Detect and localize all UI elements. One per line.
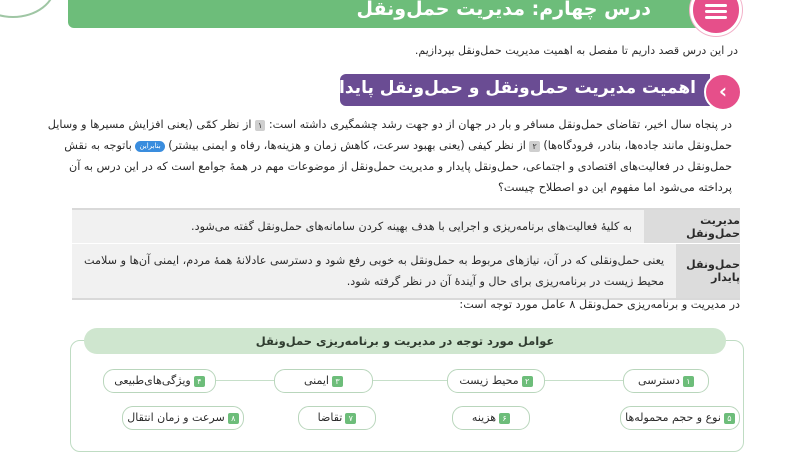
factor-item: ۴ویژگی‌های‌طبیعی <box>103 369 216 393</box>
number-marker: ۲ <box>529 141 539 152</box>
factors-header: عوامل مورد توجه در مدیریت و برنامه‌ریزی حمل‌ونقل <box>84 328 726 354</box>
chevron-left-icon[interactable]: ‹ <box>704 73 742 111</box>
factor-item: ۷تقاضا <box>298 406 376 430</box>
intro-text: در این درس قصد داریم تا مفصل به اهمیت مدیریت حمل‌ونقل بپردازیم. <box>414 44 738 57</box>
factor-item: ۱دسترسی <box>623 369 709 393</box>
note-badge: بنابراین <box>135 141 164 152</box>
factor-item: ۲محیط زیست <box>447 369 545 393</box>
factor-item: ۶هزینه <box>452 406 530 430</box>
definition-text: به کلیهٔ فعالیت‌های برنامه‌ریزی و اجرایی با هدف بهینه کردن سامانه‌های حمل‌ونقل گفته می‌شود. <box>72 210 644 243</box>
definition-term: حمل‌ونقل پایدار <box>676 244 740 298</box>
menu-icon[interactable] <box>690 0 742 36</box>
factor-item: ۸سرعت و زمان انتقال <box>122 406 244 430</box>
factors-frame <box>70 340 744 452</box>
definitions-table <box>72 208 740 300</box>
paragraph-line: در پنجاه سال اخیر، تقاضای حمل‌ونقل مسافر و بار در جهان از دو جهت رشد چشمگیری داشته است: ۱ از نظر کمّی (یعنی افزایش مسیرها و وسایل <box>47 118 732 131</box>
section-heading <box>329 74 710 106</box>
paragraph-line: پرداخته می‌شود اما مفهوم این دو اصطلاح چیست؟ <box>497 181 732 194</box>
intro-paragraph <box>47 114 732 198</box>
corner-decoration <box>0 0 56 18</box>
number-marker: ۱ <box>255 120 265 131</box>
factor-item: ۵نوع و حجم محموله‌ها <box>620 406 740 430</box>
paragraph-line: حمل‌ونقل مانند جاده‌ها، بنادر، فرودگاه‌ها) ۲ از نظر کیفی (یعنی بهبود سرعت، کاهش زمان و هزینه‌ها، رفاه و ایمنی بیشتر) بنابراین باتوجه به نقش <box>64 139 732 152</box>
definition-text: یعنی حمل‌ونقلی که در آن، نیازهای مربوط به حمل‌ونقل به خوبی رفع شود و دسترسی عادلانهٔ همهٔ مردم، ایمنی آن‌ها و سلامت محیط زیست در برنامه‌ریزی برای حال و آیندهٔ آن در نظر گرفته شود. <box>72 244 676 298</box>
paragraph-line: حمل‌ونقل در فعالیت‌های اقتصادی و اجتماعی، حمل‌ونقل پایدار و مدیریت حمل‌ونقل از موضوعات مهم در همهٔ جوامع است که در این درس به آن <box>69 160 732 173</box>
factor-item: ۳ایمنی <box>274 369 373 393</box>
definition-row <box>72 243 740 298</box>
lesson-title: درس چهارم: مدیریت حمل‌ونقل <box>356 0 651 20</box>
lesson-banner <box>68 0 733 28</box>
factors-intro: در مدیریت و برنامه‌ریزی حمل‌ونقل ۸ عامل مورد توجه است: <box>459 298 740 311</box>
section-title: اهمیت مدیریت حمل‌ونقل و حمل‌ونقل پایدار <box>329 78 696 98</box>
definition-term: مدیریت حمل‌ونقل <box>644 210 740 243</box>
definition-row <box>72 210 740 243</box>
